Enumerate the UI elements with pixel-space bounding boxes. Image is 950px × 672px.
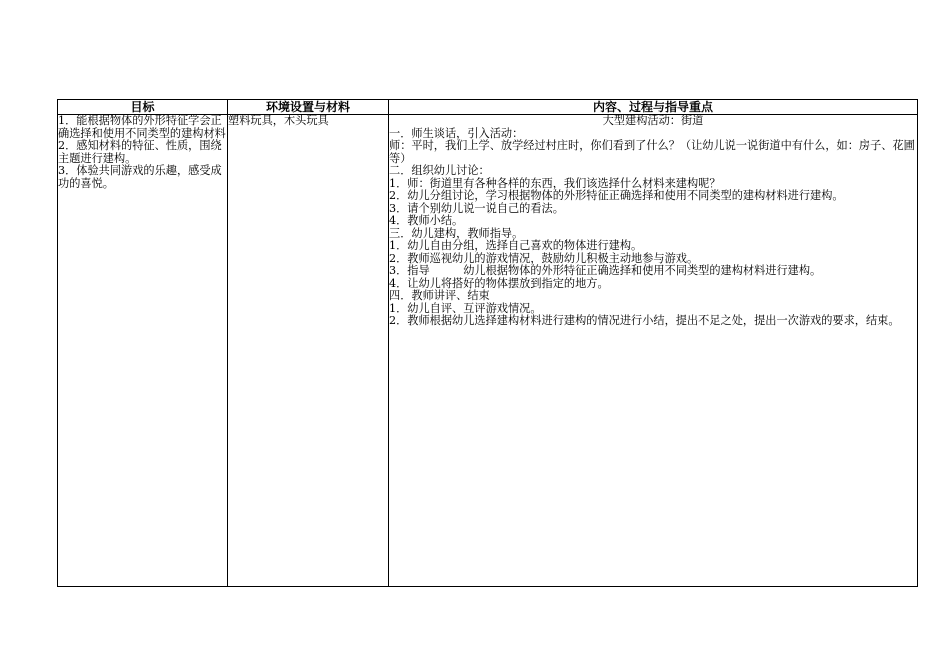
materials-cell	[228, 115, 389, 587]
content-line: 二．组织幼儿讨论：	[389, 164, 490, 177]
content-line: 1．幼儿自由分组，选择自己喜欢的物体进行建构。	[389, 239, 643, 252]
content-line: 3．请个别幼儿说一说自己的看法。	[389, 201, 564, 215]
content-line: 4．教师小结。	[389, 214, 464, 227]
content-line: 3．指导 幼儿根据物体的外形特征正确选择和使用不同类型的建构材料进行建构。	[389, 264, 822, 277]
header-materials: 环境设置与材料	[228, 100, 389, 115]
content-line: 1．幼儿自评、互评游戏情况。	[389, 301, 542, 315]
content-line: 三．幼儿建构，教师指导。	[389, 226, 524, 240]
goal-item: 1．能根据物体的外形特征学会正确选择和使用不同类型的建构材料	[58, 114, 226, 140]
content-line: 2．教师根据幼儿选择建构材料进行建构的情况进行小结，提出不足之处，提出一次游戏的要求，结束。	[389, 314, 900, 327]
content-line: 2．教师巡视幼儿的游戏情况，鼓励幼儿积极主动地参与游戏。	[389, 251, 699, 265]
body-row	[58, 115, 918, 587]
content-cell	[389, 115, 918, 587]
content-line: 4．让幼儿将搭好的物体摆放到指定的地方。	[389, 276, 609, 290]
activity-title: 大型建构活动：街道	[602, 114, 704, 127]
content-line: 师：平时，我们上学、放学经过村庄时，你们看到了什么？（让幼儿说一说街道中有什么，如：房子、花圃等）	[389, 139, 915, 165]
header-content: 内容、过程与指导重点	[389, 100, 918, 115]
content-line: 一．师生谈话，引入活动：	[389, 126, 524, 140]
goal-item: 3．体验共同游戏的乐趣，感受成功的喜悦。	[58, 164, 222, 190]
goals-cell	[58, 115, 228, 587]
materials-text: 塑料玩具，木头玩具	[228, 114, 329, 127]
goal-item: 2．感知材料的特征、性质，围绕主题进行建构。	[58, 139, 222, 165]
header-row	[58, 100, 918, 115]
header-goals: 目标	[58, 100, 228, 115]
lesson-plan-table	[57, 99, 918, 587]
content-line: 2．幼儿分组讨论，学习根据物体的外形特征正确选择和使用不同类型的建构材料进行建构。	[389, 189, 844, 202]
content-line: 四．教师讲评、结束	[389, 289, 490, 302]
content-line: 1．师：街道里有各种各样的东西，我们该选择什么材料来建构呢？	[389, 176, 721, 190]
